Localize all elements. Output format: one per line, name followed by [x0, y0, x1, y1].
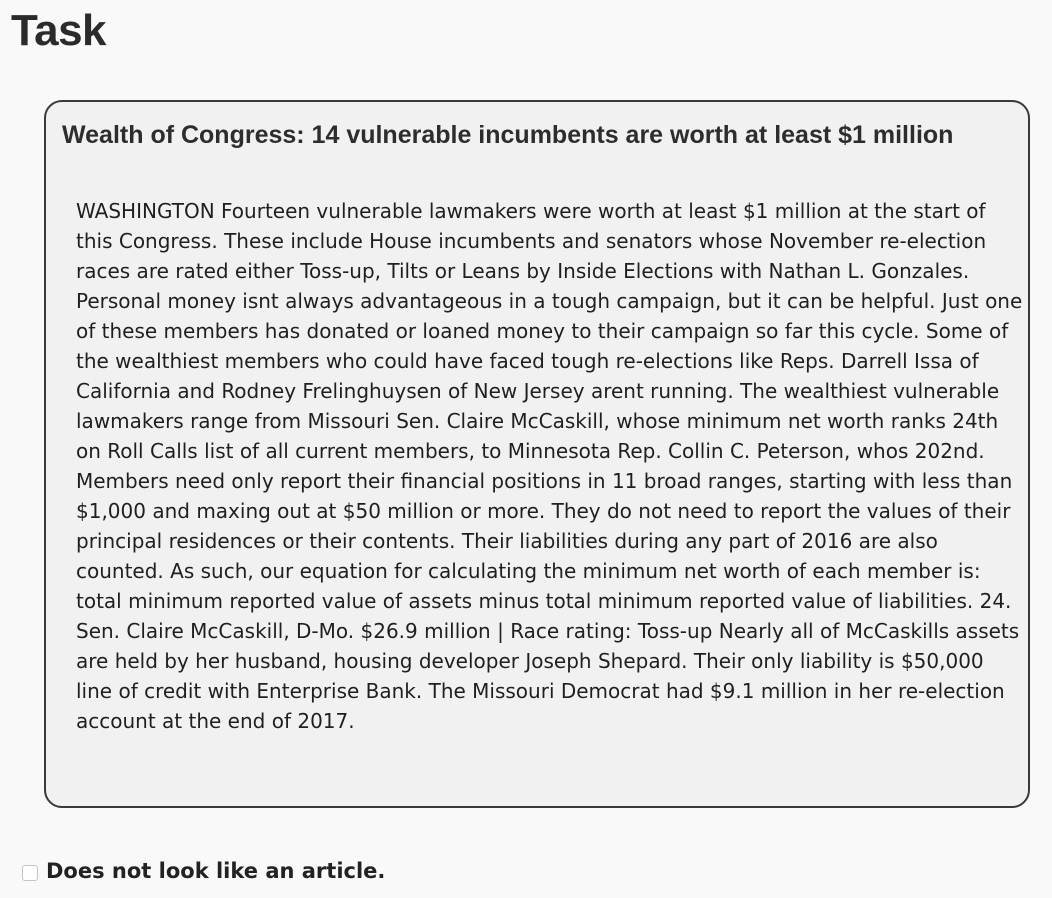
- article-headline: Wealth of Congress: 14 vulnerable incumbents are worth at least $1 million: [62, 121, 954, 149]
- page-title: Task: [11, 6, 107, 55]
- article-card: [44, 100, 1030, 808]
- not-article-option[interactable]: [22, 857, 385, 885]
- article-body: WASHINGTON Fourteen vulnerable lawmakers were worth at least $1 million at the start of this Congress. These include House incumbents and senators whose November re-election races are rated either Toss-up, Tilts or Leans by Inside Elections with Nathan L. Gonzales. Personal money isnt always advantageous in a tough campaign, but it can be helpful. Just one of these members has donated or loaned money to their campaign so far this cycle. Some of the wealthiest members who could have faced tough re-elections like Reps. Darrell Issa of California and Rodney Frelinghuysen of New Jersey arent running. The wealthiest vulnerable lawmakers range from Missouri Sen. Claire McCaskill, whose minimum net worth ranks 24th on Roll Calls list of all current members, to Minnesota Rep. Collin C. Peterson, whos 202nd. Members need only report their financial positions in 11 broad ranges, starting with less than $1,000 and maxing out at $50 million or more. They do not need to report the values of their principal residences or their contents. Their liabilities during any part of 2016 are also counted. As such, our equation for calculating the minimum net worth of each member is: total minimum reported value of assets minus total minimum reported value of liabilities. 24. Sen. Claire McCaskill, D-Mo. $26.9 million | Race rating: Toss-up Nearly all of McCaskills assets are held by her husband, housing developer Joseph Shepard. Their only liability is $50,000 line of credit with Enterprise Bank. The Missouri Democrat had $9.1 million in her re-election account at the end of 2017.: [76, 199, 1023, 733]
- not-article-checkbox[interactable]: [22, 865, 38, 881]
- not-article-label: Does not look like an article.: [46, 859, 386, 883]
